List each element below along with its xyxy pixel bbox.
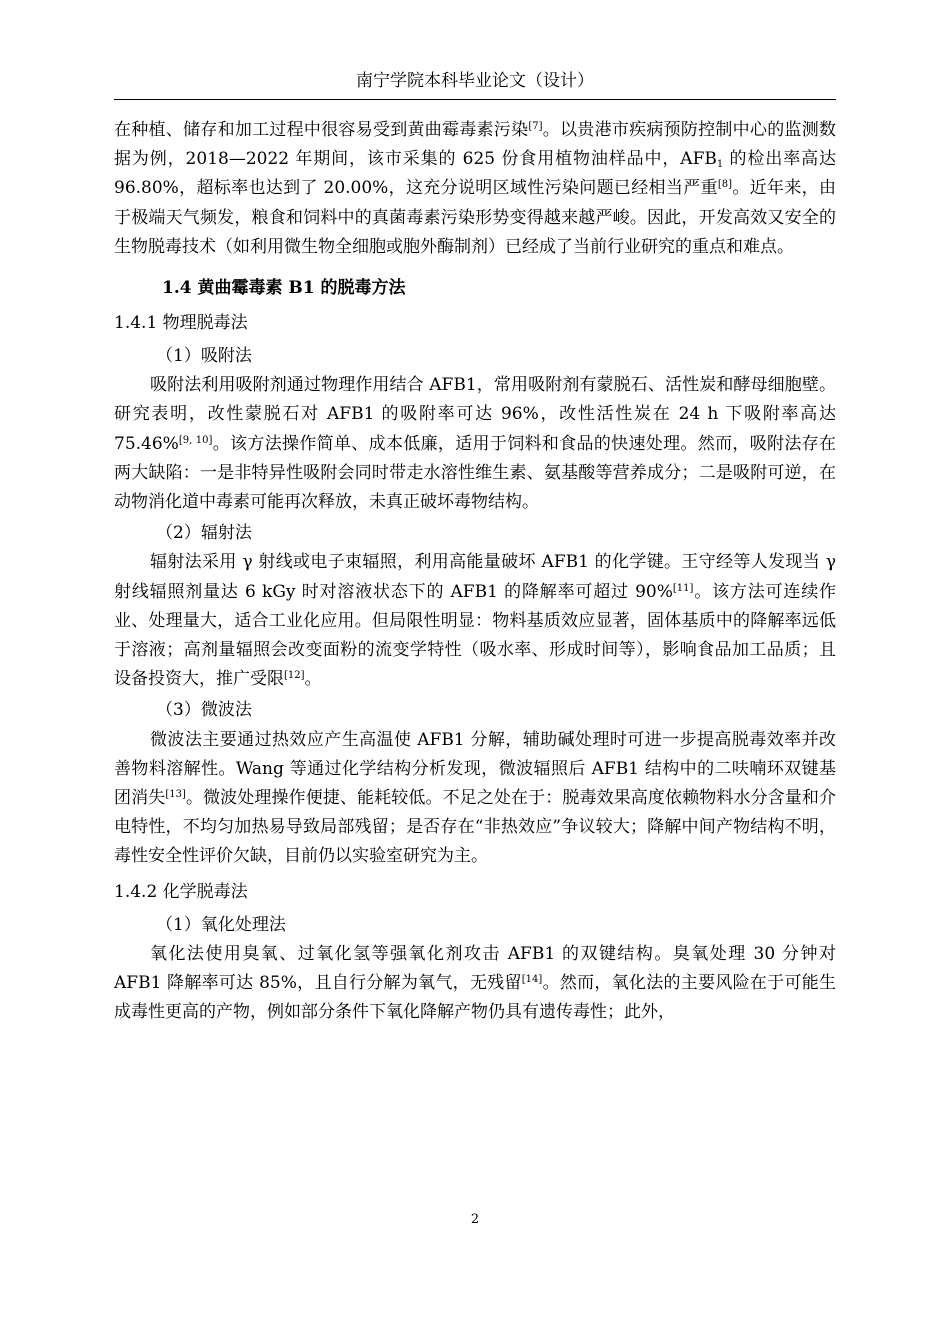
citation: [9, 10] xyxy=(178,434,213,446)
page-number: 2 xyxy=(470,1212,480,1227)
subheading-oxidation: （1）氧化处理法 xyxy=(156,914,286,935)
section-heading-1-4: 1.4 黄曲霉毒素 B1 的脱毒方法 xyxy=(162,278,406,299)
paragraph-adsorption: 吸附法利用吸附剂通过物理作用结合 AFB1，常用吸附剂有蒙脱石、活性炭和酵母细胞壁。研究表明，改性蒙脱石对 AFB1 的吸附率可达 96%，改性活性炭在 24 h 下吸附率高达 75.46%[9, 10]。该方法操作简单、成本低廉，适用于饲料和食品的快速处理。然而，吸附法存在两大缺陷：一是非特异性吸附会同时带走水溶性维生素、氨基酸等营养成分；二是吸附可逆，在动物消化道中毒素可能再次释放，未真正破坏毒物结构。 xyxy=(114,375,837,513)
section-heading-1-4-2: 1.4.2 化学脱毒法 xyxy=(114,881,248,902)
subscript: 1 xyxy=(716,159,724,171)
subheading-microwave: （3）微波法 xyxy=(156,700,252,721)
paragraph-microwave: 微波法主要通过热效应产生高温使 AFB1 分解，辅助碱处理时可进一步提高脱毒效率并改善物料溶解性。Wang 等通过化学结构分析发现，微波辐照后 AFB1 结构中的二呋喃环双键基团消失[13]。微波处理操作便捷、能耗较低。不足之处在于：脱毒效果高度依赖物料水分含量和介电特性，不均匀加热易导致局部残留；是否存在“非热效应”争议较大；降解中间产物结构不明，毒性安全性评价欠缺，目前仍以实验室研究为主。 xyxy=(114,729,836,867)
citation: [13] xyxy=(165,789,186,801)
citation: [11] xyxy=(672,582,694,594)
running-header: 南宁学院本科毕业论文（设计） xyxy=(356,71,594,91)
header-rule xyxy=(114,99,836,100)
citation: [14] xyxy=(521,974,543,986)
subheading-radiation: （2）辐射法 xyxy=(156,523,252,544)
citation: [8] xyxy=(717,179,733,191)
citation: [7] xyxy=(528,121,543,132)
paragraph-oxidation: 氧化法使用臭氧、过氧化氢等强氧化剂攻击 AFB1 的双键结构。臭氧处理 30 分钟对 AFB1 降解率可达 85%，且自行分解为氧气，无残留[14]。然而，氧化法的主要风险在于可能生成毒性更高的产物，例如部分条件下氧化降解产物仍具有遗传毒性；此外， xyxy=(114,943,837,1023)
subheading-adsorption: （1）吸附法 xyxy=(156,346,252,367)
paragraph-radiation: 辐射法采用 γ 射线或电子束辐照，利用高能量破坏 AFB1 的化学键。王守经等人发现当 γ 射线辐照剂量达 6 kGy 时对溶液状态下的 AFB1 的降解率可超过 90%[11]。该方法可连续作业、处理量大，适合工业化应用。但局限性明显：物料基质效应显著，固体基质中的降解率远低于溶液；高剂量辐照会改变面粉的流变学特性（吸水率、形成时间等），影响食品加工品质；且设备投资大，推广受限[12]。 xyxy=(114,552,837,690)
body-content xyxy=(114,116,836,1027)
citation: [12] xyxy=(284,670,305,682)
section-heading-1-4-1: 1.4.1 物理脱毒法 xyxy=(114,313,248,334)
paragraph-intro-continued: 在种植、储存和加工过程中很容易受到黄曲霉毒素污染[7]。以贵港市疾病预防控制中心的监测数据为例，2018—2022 年期间，该市采集的 625 份食用植物油样品中，$AFB_1$ 的检出率高达 96.80%，超标率也达到了 20.00%，这充分说明区域性污染问题已经相当严重[8]。近年来，由于极端天气频发，粮食和饲料中的真菌毒素污染形势变得越来越严峻。因此，开发高效又安全的生物脱毒技术（如利用微生物全细胞或胞外酶制剂）已经成了当前行业研究的重点和难点。 xyxy=(114,120,837,257)
